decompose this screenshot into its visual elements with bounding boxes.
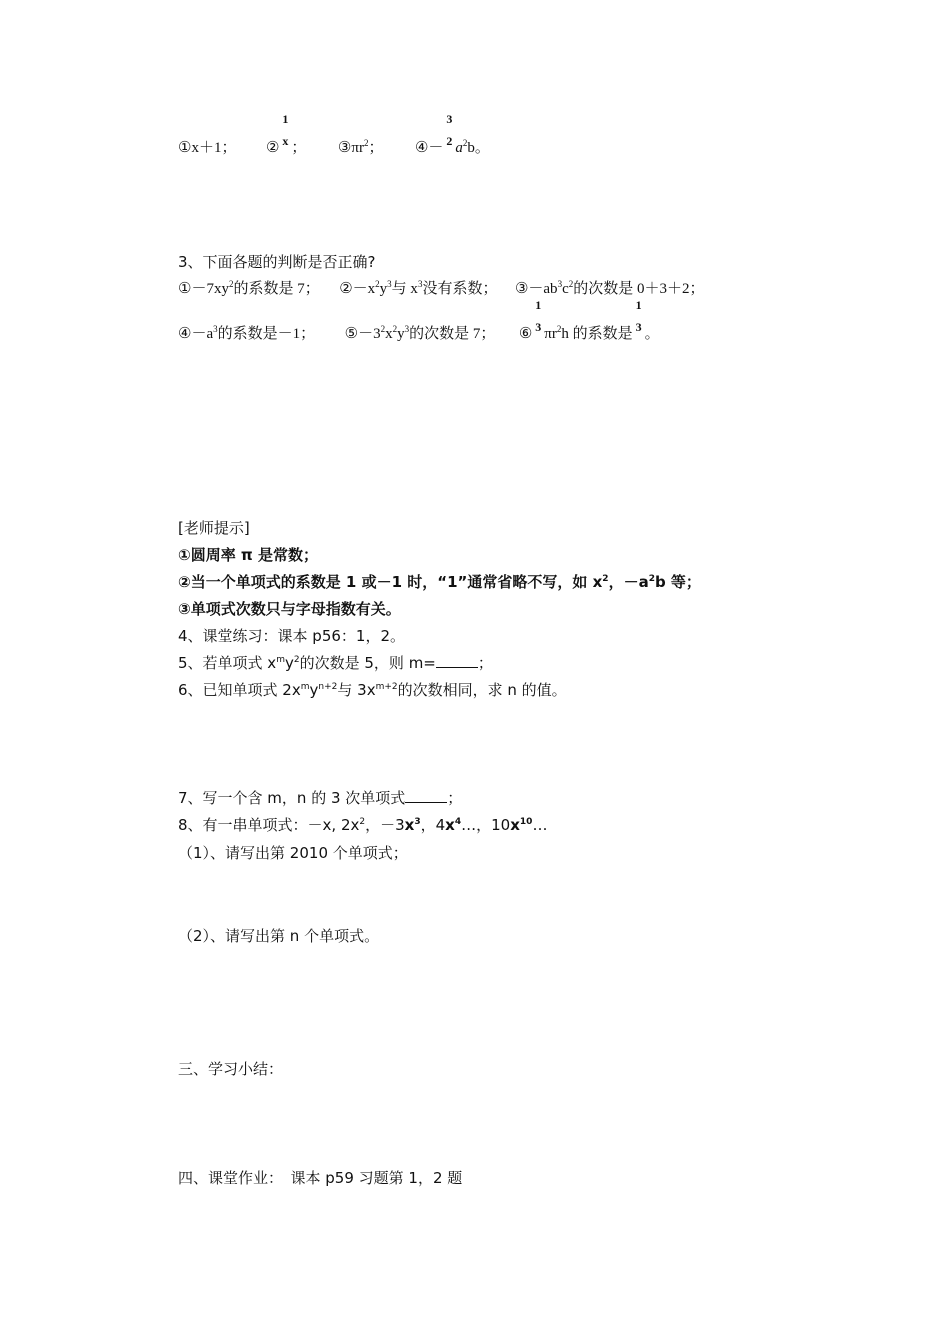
item1-c-label: ③ [337, 140, 352, 156]
fraction-3-over-2: 3 2 [446, 111, 453, 148]
section-3-summary: 三、学习小结： [178, 1060, 284, 1078]
q3-title: 3、下面各题的判断是否正确? [178, 253, 376, 271]
q8-part1: （1）、请写出第 2010 个单项式； [178, 844, 408, 862]
fraction-1-over-3-a: 1 3 [535, 297, 542, 334]
q3-line2: $④-a^3$的系数是－1； $⑤-3^2x^2y^3$的次数是 7； ⑥ 1 3 $\pi r^2h$ 的系数是 1 3 。 [178, 324, 660, 345]
fraction-1-over-x: 1 x [282, 111, 289, 148]
item1-a: ①x＋1； [178, 140, 237, 156]
item1-d-label: ④－ [414, 140, 444, 156]
hint-2: ②当一个单项式的系数是 1 或－1 时，“1”通常省略不写，如 $x^2$，$-a^2b$ 等； [178, 573, 701, 591]
q5: 5、若单项式 $x^my^2$的次数是 5，则 m= ； [178, 654, 493, 672]
q6: 6、已知单项式 $2x^my^{n+2}$与 $3x^{m+2}$的次数相同，求 n 的值。 [178, 681, 567, 699]
hint-title: [老师提示] [178, 519, 250, 537]
q7-answer-blank[interactable] [405, 788, 447, 803]
section-4-homework: 四、课堂作业： 课本 p59 习题第 1，2 题 [178, 1169, 463, 1187]
q5-answer-blank[interactable] [436, 653, 478, 668]
item1-b-label: ② [265, 140, 280, 156]
item1-line: ①x＋1； ② 1 x ； $③\pi r^2$； ④－ 3 2 $a^2b$。 [178, 138, 490, 159]
q3-line1: $①-7xy^2$的系数是 7； $②-x^2y^3$与 $x^3$没有系数； $③-ab^3c^2$的次数是 0＋3＋2； [178, 279, 705, 297]
fraction-1-over-3-b: 1 3 [635, 297, 642, 334]
q4: 4、课堂练习：课本 p56：1，2。 [178, 627, 406, 645]
q8: 8、有一串单项式：－x, $2x^2$，$-3x^3$，$4x^4\dots$，$10x^{10}\dots$ [178, 816, 548, 834]
hint-1: ①圆周率 π 是常数； [178, 546, 319, 564]
q8-part2: （2）、请写出第 n 个单项式。 [178, 927, 380, 945]
hint-3: ③单项式次数只与字母指数有关。 [178, 600, 401, 618]
q7: 7、写一个含 m，n 的 3 次单项式 ； [178, 789, 463, 807]
